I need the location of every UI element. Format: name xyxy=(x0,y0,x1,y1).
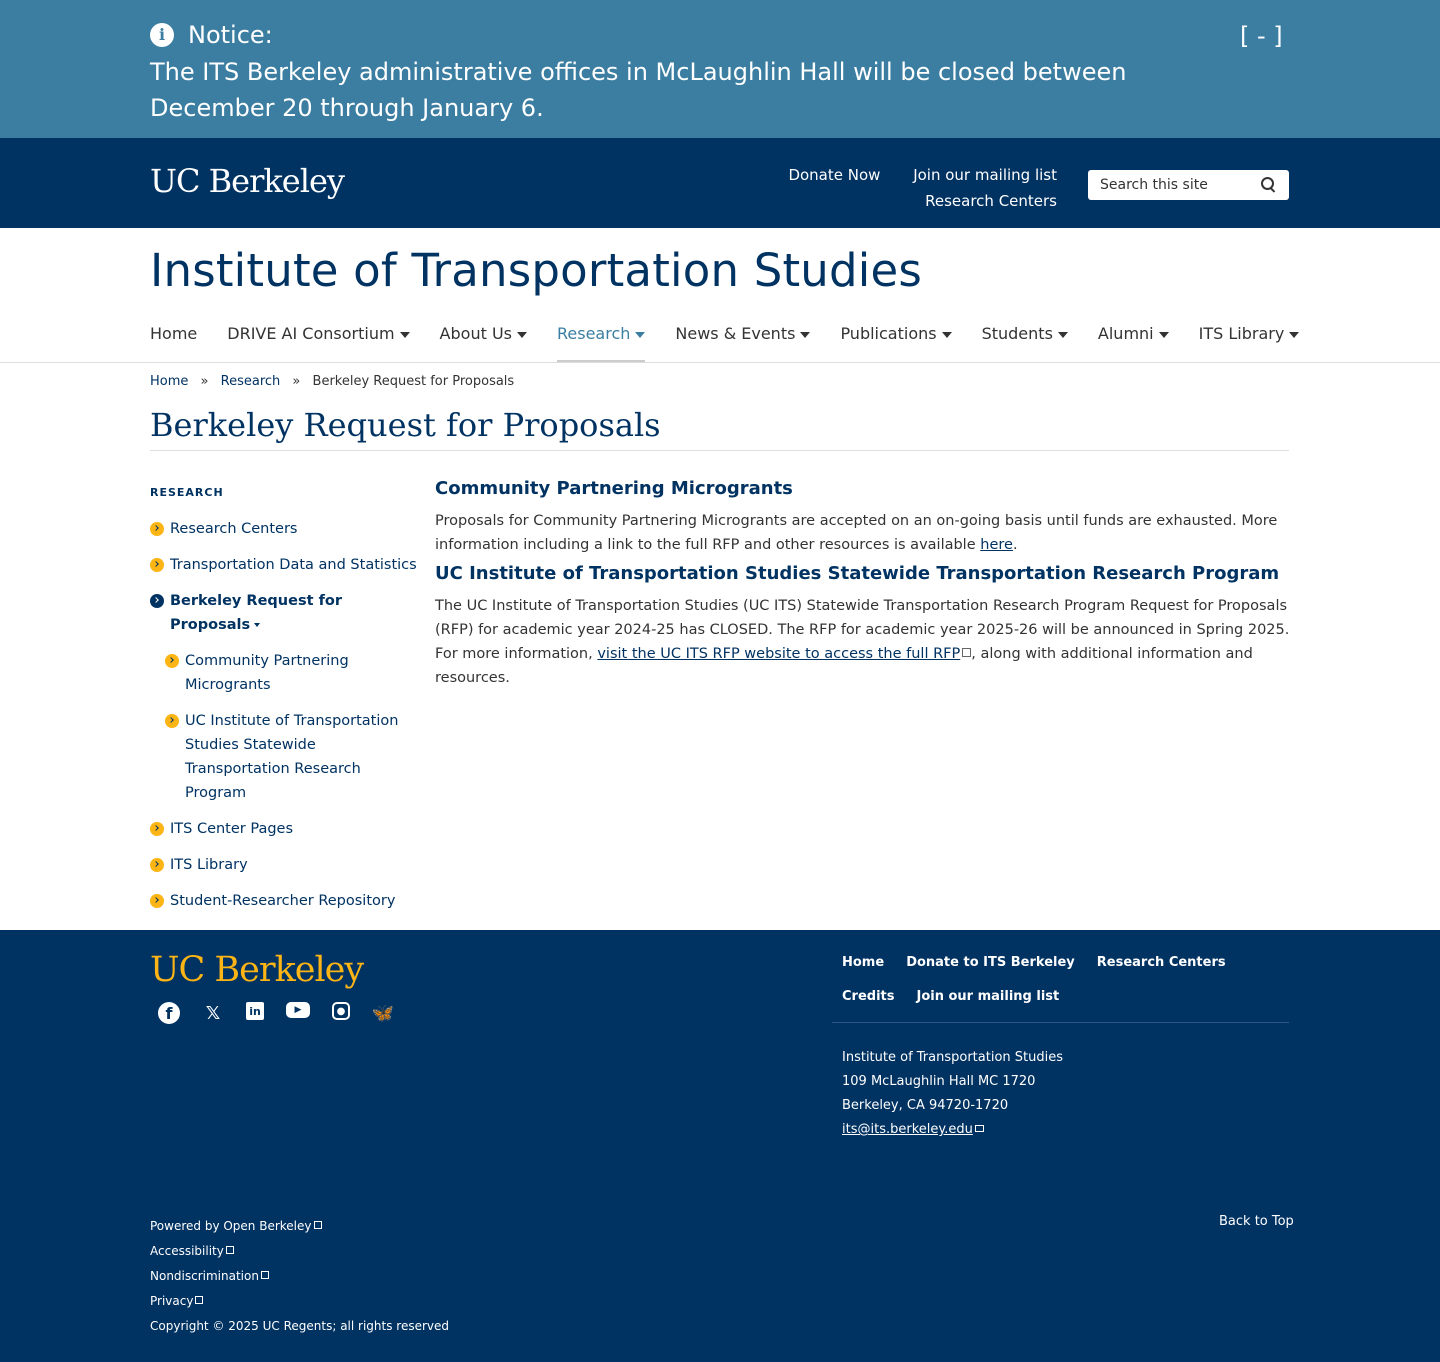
sidebar-item-student-repository[interactable]: Student-Researcher Repository xyxy=(150,889,420,913)
caret-down-icon xyxy=(942,332,952,338)
caret-down-icon xyxy=(400,332,410,338)
back-to-top-link[interactable]: Back to Top xyxy=(1219,1214,1294,1229)
nondiscrimination-link[interactable]: Nondiscrimination xyxy=(150,1269,269,1283)
breadcrumb-research[interactable]: Research xyxy=(220,374,281,389)
site-header xyxy=(0,138,1440,228)
footer-divider xyxy=(832,1022,1289,1023)
footer-home-link[interactable]: Home xyxy=(842,955,885,970)
sidebar-item-research-centers[interactable]: Research Centers xyxy=(150,517,420,541)
chevron-right-icon xyxy=(150,822,164,836)
nav-divider xyxy=(0,362,1440,363)
chevron-right-icon xyxy=(150,894,164,908)
chevron-right-icon xyxy=(150,558,164,572)
search-icon[interactable] xyxy=(1261,177,1277,193)
sidebar xyxy=(150,486,420,925)
chevron-right-icon xyxy=(165,714,179,728)
notice-banner xyxy=(0,0,1440,138)
chevron-right-icon xyxy=(150,594,164,608)
caret-down-icon xyxy=(635,332,645,338)
footer-mailing-list-link[interactable]: Join our mailing list xyxy=(916,989,1060,1004)
sidebar-item-request-for-proposals[interactable]: Berkeley Request for Proposals xyxy=(150,589,420,637)
search-box xyxy=(1088,170,1289,200)
footer-research-centers-link[interactable]: Research Centers xyxy=(1096,955,1226,970)
x-twitter-icon[interactable]: 𝕏 xyxy=(205,1002,221,1024)
notice-heading: Notice: xyxy=(188,21,273,49)
footer-uc-berkeley-logo[interactable]: UC Berkeley xyxy=(150,950,364,990)
site-title[interactable]: Institute of Transportation Studies xyxy=(150,244,923,297)
caret-down-icon xyxy=(1159,332,1169,338)
chevron-right-icon xyxy=(165,654,179,668)
sidebar-item-its-library[interactable]: ITS Library xyxy=(150,853,420,877)
nav-home[interactable]: Home xyxy=(150,324,198,343)
info-icon: i xyxy=(150,23,174,47)
sidebar-item-statewide-program[interactable]: UC Institute of Transportation Studies Statewide Transportation Research Program xyxy=(165,709,420,805)
main-content xyxy=(435,478,1290,696)
facebook-icon[interactable]: f xyxy=(158,1002,180,1024)
heading-statewide-program: UC Institute of Transportation Studies Statewide Transportation Research Program xyxy=(435,563,1280,584)
caret-down-icon xyxy=(1289,332,1299,338)
caret-down-icon xyxy=(800,332,810,338)
page-title: Berkeley Request for Proposals xyxy=(150,406,661,444)
mailing-list-link[interactable]: Join our mailing list xyxy=(913,166,1057,184)
linkedin-icon[interactable]: in xyxy=(246,1002,264,1020)
sidebar-item-center-pages[interactable]: ITS Center Pages xyxy=(150,817,420,841)
nav-alumni[interactable]: Alumni xyxy=(1098,320,1169,362)
chevron-right-icon xyxy=(150,858,164,872)
youtube-icon[interactable]: ▶ xyxy=(286,1002,310,1018)
external-link-icon xyxy=(195,1296,203,1304)
notice-text: The ITS Berkeley administrative offices in McLaughlin Hall will be closed between December 20 through January 6. xyxy=(150,58,1127,122)
uc-berkeley-logo[interactable]: UC Berkeley xyxy=(150,162,344,200)
breadcrumb-home[interactable]: Home xyxy=(150,374,189,389)
search-input[interactable] xyxy=(1100,177,1250,193)
nav-its-library[interactable]: ITS Library xyxy=(1199,320,1300,362)
social-links xyxy=(158,1002,394,1024)
nav-students[interactable]: Students xyxy=(982,320,1068,362)
copyright: Copyright © 2025 UC Regents; all rights reserved xyxy=(150,1319,450,1333)
footer-credits-link[interactable]: Credits xyxy=(842,989,895,1004)
footer-donate-link[interactable]: Donate to ITS Berkeley xyxy=(906,955,1075,970)
email-link[interactable]: its@its.berkeley.edu xyxy=(842,1122,984,1137)
notice-collapse-button[interactable]: [ - ] xyxy=(1240,22,1283,50)
heading-microgrants: Community Partnering Microgrants xyxy=(435,478,793,499)
rfp-website-link[interactable]: visit the UC ITS RFP website to access the full RFP xyxy=(597,646,971,662)
donate-now-link[interactable]: Donate Now xyxy=(788,166,881,184)
mail-icon xyxy=(975,1125,984,1132)
sidebar-item-microgrants[interactable]: Community Partnering Microgrants xyxy=(165,649,420,697)
site-footer xyxy=(0,930,1440,1362)
nav-publications[interactable]: Publications xyxy=(840,320,951,362)
paragraph-microgrants: Proposals for Community Partnering Microgrants are accepted on an on-going basis until funds are exhausted. More information including a link to the full RFP and other resources is available here. xyxy=(435,513,1278,553)
caret-down-icon xyxy=(254,623,260,627)
footer-nav xyxy=(842,954,1282,1022)
caret-down-icon xyxy=(1058,332,1068,338)
accessibility-link[interactable]: Accessibility xyxy=(150,1244,234,1258)
nav-about-us[interactable]: About Us xyxy=(440,320,527,362)
chevron-right-icon xyxy=(150,522,164,536)
caret-down-icon xyxy=(517,332,527,338)
breadcrumb: Home » Research » Berkeley Request for Proposals xyxy=(150,374,515,389)
title-divider xyxy=(150,450,1289,451)
sidebar-item-data-statistics[interactable]: Transportation Data and Statistics xyxy=(150,553,420,577)
powered-by-link[interactable]: Powered by Open Berkeley xyxy=(150,1219,322,1233)
nav-research[interactable]: Research xyxy=(557,320,645,362)
external-link-icon xyxy=(962,648,971,657)
main-nav xyxy=(150,320,1329,362)
nav-news-events[interactable]: News & Events xyxy=(675,320,810,362)
breadcrumb-current: Berkeley Request for Proposals xyxy=(312,374,515,389)
privacy-link[interactable]: Privacy xyxy=(150,1294,203,1308)
external-link-icon xyxy=(226,1246,234,1254)
nav-drive-ai[interactable]: DRIVE AI Consortium xyxy=(227,320,409,362)
footer-address: Institute of Transportation Studies 109 McLaughlin Hall MC 1720 Berkeley, CA 94720-1720 its@its.berkeley.edu xyxy=(842,1050,1064,1137)
instagram-icon[interactable]: ● xyxy=(332,1002,350,1020)
bluesky-icon[interactable]: 🦋 xyxy=(371,1002,395,1024)
utility-nav xyxy=(760,162,1057,214)
paragraph-statewide-program: The UC Institute of Transportation Studies (UC ITS) Statewide Transportation Research Program Request for Proposals (RFP) for academic year 2024-25 has CLOSED. The RFP for academic year 2025-26 will be announced in Spring 2025. For more information, visit the UC ITS RFP website to access the full RFP , along with additional information and resources. xyxy=(435,598,1290,686)
external-link-icon xyxy=(261,1271,269,1279)
footer-legal xyxy=(150,1214,449,1339)
research-centers-link[interactable]: Research Centers xyxy=(925,192,1057,210)
external-link-icon xyxy=(314,1221,322,1229)
sidebar-heading: RESEARCH xyxy=(150,486,224,499)
here-link[interactable]: here xyxy=(980,537,1013,553)
